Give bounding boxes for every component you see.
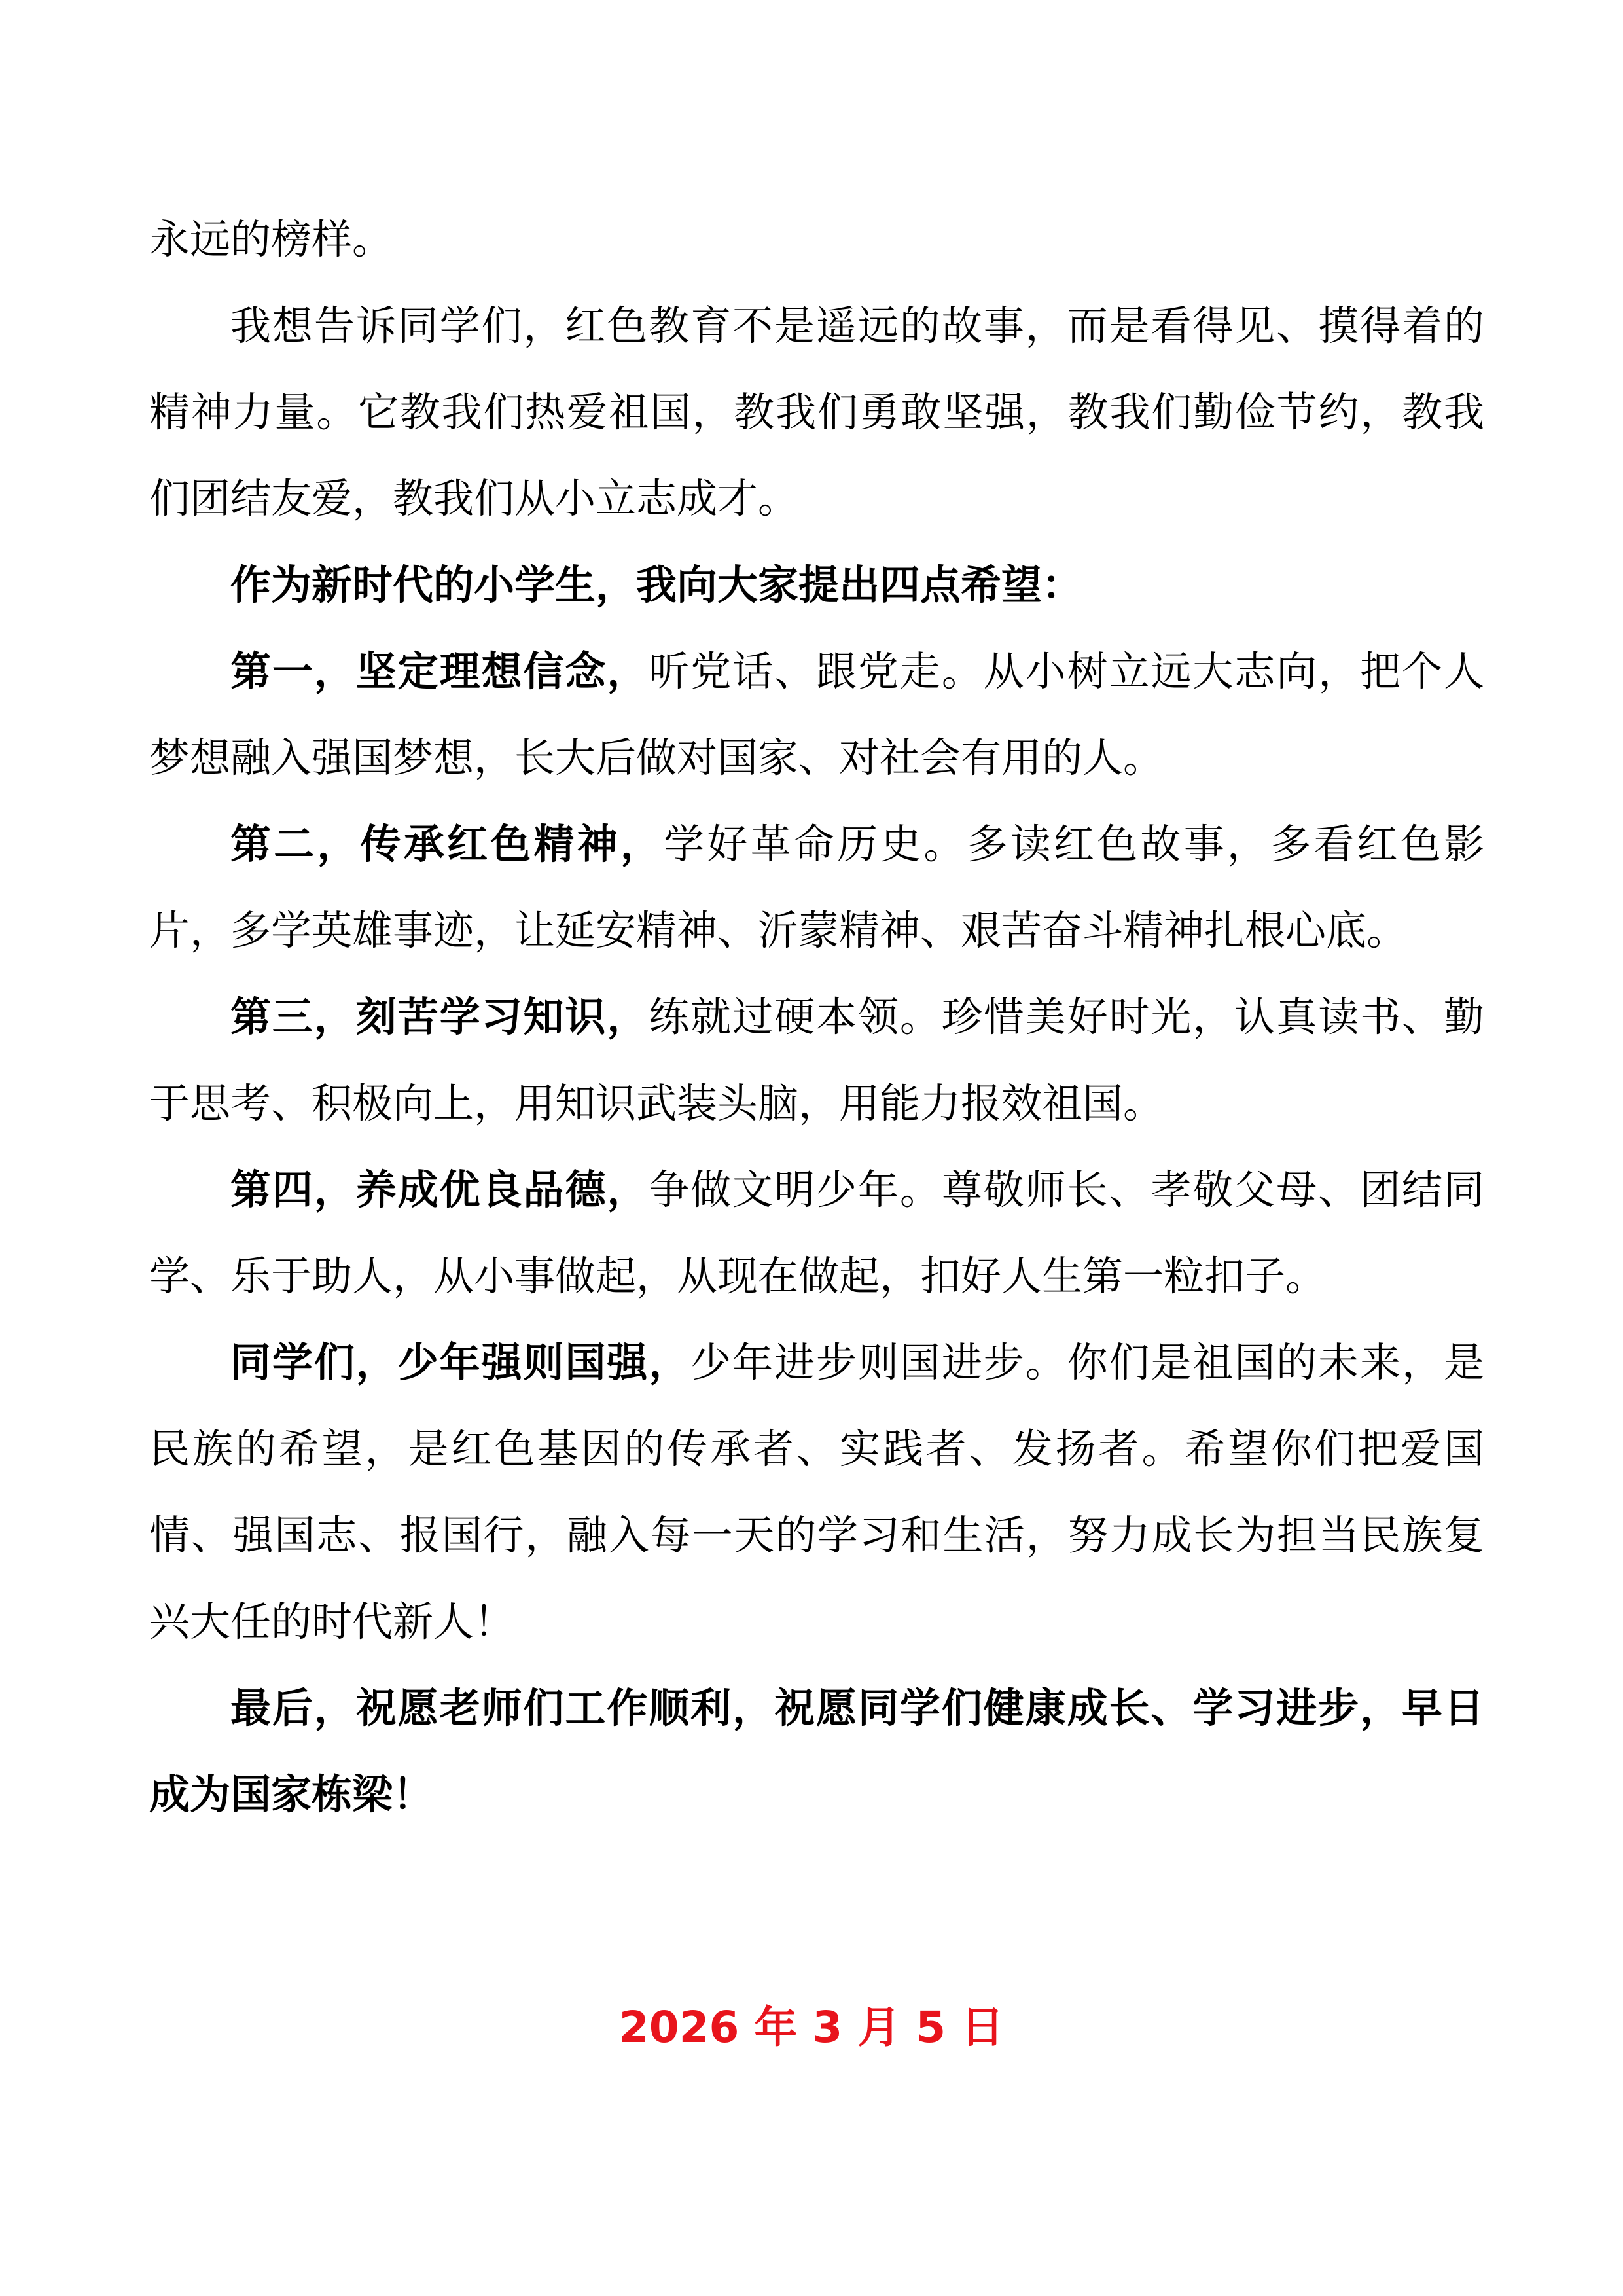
paragraph-lead: 第三，刻苦学习知识，: [230, 993, 649, 1041]
paragraph-text: 作为新时代的小学生，我向大家提出四点希望：: [230, 561, 1083, 609]
paragraph-youth-strong: [149, 1319, 1484, 1665]
paragraph-lead: 第一，坚定理想信念，: [230, 647, 649, 695]
paragraph-text: 永远的榜样。: [149, 215, 393, 263]
paragraph-rest: 听党话、跟党走。从小树立远大志向，把个人梦想融入强国梦想，长大后做对国家、对社会有用的人。: [149, 647, 1484, 781]
document-body: [149, 196, 1484, 1838]
paragraph-rest: 争做文明少年。尊敬师长、孝敬父母、团结同学、乐于助人，从小事做起，从现在做起，扣好人生第一粒扣子。: [149, 1166, 1484, 1300]
paragraph-rest: 练就过硬本领。珍惜美好时光，认真读书、勤于思考、积极向上，用知识武装头脑，用能力报效祖国。: [149, 993, 1484, 1127]
paragraph-red-education: [149, 283, 1484, 542]
paragraph-hope-second: [149, 801, 1484, 974]
paragraph-continuation: [149, 196, 1484, 283]
document-date: 2026 年 3 月 5 日: [618, 2002, 1005, 2053]
paragraph-hope-first: [149, 628, 1484, 801]
paragraph-lead: 第四，养成优良品德，: [230, 1166, 649, 1213]
paragraph-four-hopes-intro: [149, 542, 1484, 628]
paragraph-hope-third: [149, 974, 1484, 1147]
paragraph-rest: 学好革命历史。多读红色故事，多看红色影片，多学英雄事迹，让延安精神、沂蒙精神、艰苦奋斗精神扎根心底。: [149, 820, 1484, 954]
paragraph-closing-wishes: [149, 1665, 1484, 1838]
paragraph-text: 我想告诉同学们，红色教育不是遥远的故事，而是看得见、摸得着的精神力量。它教我们热爱祖国，教我们勇敢坚强，教我们勤俭节约，教我们团结友爱，教我们从小立志成才。: [149, 302, 1484, 522]
paragraph-lead: 第二，传承红色精神，: [230, 820, 664, 868]
paragraph-lead: 同学们，少年强则国强，: [230, 1338, 691, 1386]
paragraph-hope-fourth: [149, 1147, 1484, 1319]
paragraph-text: 最后，祝愿老师们工作顺利，祝愿同学们健康成长、学习进步，早日成为国家栋梁！: [149, 1684, 1484, 1818]
paragraph-rest: 少年进步则国进步。你们是祖国的未来，是民族的希望，是红色基因的传承者、实践者、发扬者。希望你们把爱国情、强国志、报国行，融入每一天的学习和生活，努力成长为担当民族复兴大任的时代新人！: [149, 1338, 1484, 1645]
